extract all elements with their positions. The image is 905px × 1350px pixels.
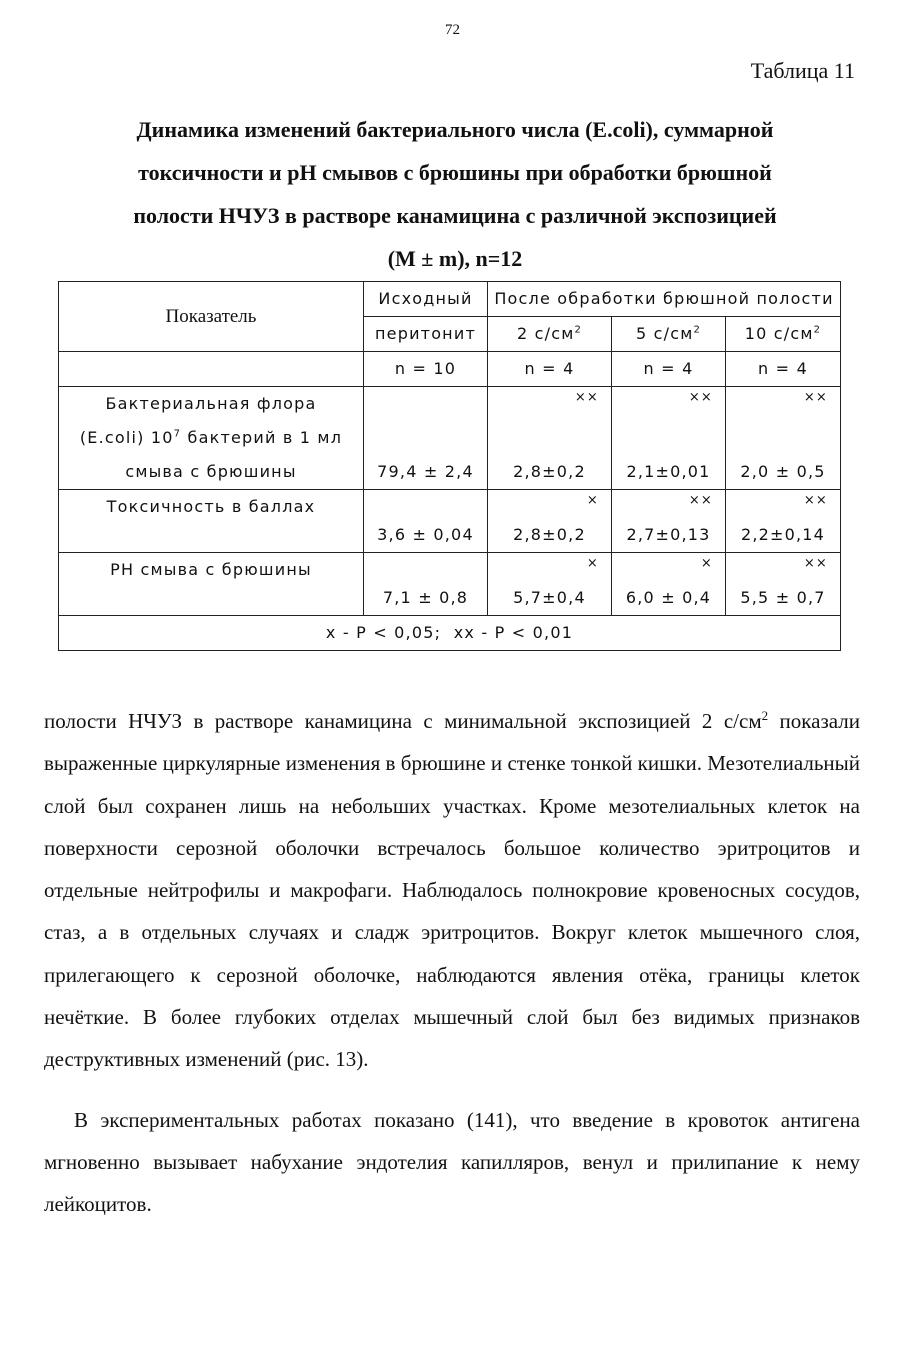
body-text bbox=[44, 700, 860, 1226]
header-n: n = 4 bbox=[726, 352, 841, 387]
paragraph: полости НЧУЗ в растворе канамицина с минимальной экспозицией 2 $с/см^2$ показали выраженные циркулярные изменения в брюшине и стенке тонкой кишки. Мезотелиальный слой был сохранен лишь на небольших участках. Кроме мезотелиальных клеток на поверхности серозной оболочки встречалось большое количество эритроцитов и отдельные нейтрофилы и макрофаги. Наблюдалось полнокровие кровеносных сосудов, стаз, а в отдельных случаях и сладж эритроцитов. Вокруг клеток мышечного слоя, прилегающего к серозной оболочке, наблюдаются явления отёка, границы клеток нечёткие. В более глубоких отделах мышечный слой был без видимых признаков деструктивных изменений (рис. 13). bbox=[44, 708, 860, 1072]
header-exposure: 5 $с/см^2$ bbox=[612, 317, 726, 352]
data-table bbox=[58, 281, 841, 651]
group-value: ×× 2,2±0,14 bbox=[726, 490, 841, 553]
row-label: Бактериальная флора (E.coli) $10^7$ бактерий в 1 мл смыва с брюшины bbox=[59, 387, 364, 490]
header-exposure: 2 $с/см^2$ bbox=[488, 317, 612, 352]
table-row bbox=[59, 387, 841, 490]
header-n: n = 4 bbox=[488, 352, 612, 387]
row-label: РН смыва с брюшины bbox=[59, 553, 364, 616]
group-value: ×× 2,1±0,01 bbox=[612, 387, 726, 490]
baseline-value: 7,1 ± 0,8 bbox=[364, 553, 488, 616]
group-value: ×× 2,7±0,13 bbox=[612, 490, 726, 553]
table-title bbox=[60, 108, 850, 280]
header-indicator: Показатель bbox=[59, 282, 364, 352]
header-baseline-cont: перитонит bbox=[364, 317, 488, 352]
page-number: 72 bbox=[445, 22, 460, 38]
group-value: ×× 2,0 ± 0,5 bbox=[726, 387, 841, 490]
table-row bbox=[59, 553, 841, 616]
table-title-line: токсичности и pH смывов с брюшины при обработки брюшной bbox=[138, 160, 772, 185]
table-label: Таблица 11 bbox=[750, 58, 855, 83]
header-n: n = 4 bbox=[612, 352, 726, 387]
header-after-group: После обработки брюшной полости bbox=[488, 282, 841, 317]
table-footnote: x - P < 0,05; xx - P < 0,01 bbox=[59, 616, 841, 651]
group-value: × 5,7±0,4 bbox=[488, 553, 612, 616]
group-value: ×× 5,5 ± 0,7 bbox=[726, 553, 841, 616]
header-n: n = 10 bbox=[364, 352, 488, 387]
baseline-value: 79,4 ± 2,4 bbox=[364, 387, 488, 490]
table-row bbox=[59, 490, 841, 553]
header-exposure: 10 $с/см^2$ bbox=[726, 317, 841, 352]
header-baseline: Исходный bbox=[364, 282, 488, 317]
group-value: × 6,0 ± 0,4 bbox=[612, 553, 726, 616]
group-value: ×× 2,8±0,2 bbox=[488, 387, 612, 490]
table-title-line: (M ± m), n=12 bbox=[387, 246, 523, 271]
row-label: Токсичность в баллах bbox=[59, 490, 364, 553]
table-title-line: Динамика изменений бактериального числа (E.coli), суммарной bbox=[136, 117, 774, 142]
header-empty bbox=[59, 352, 364, 387]
group-value: × 2,8±0,2 bbox=[488, 490, 612, 553]
paragraph: В экспериментальных работах показано (141), что введение в кровоток антигена мгновенно вызывает набухание эндотелия капилляров, венул и прилипание к нему лейкоцитов. bbox=[44, 1107, 860, 1217]
table-title-line: полости НЧУЗ в растворе канамицина с различной экспозицией bbox=[133, 203, 777, 228]
baseline-value: 3,6 ± 0,04 bbox=[364, 490, 488, 553]
